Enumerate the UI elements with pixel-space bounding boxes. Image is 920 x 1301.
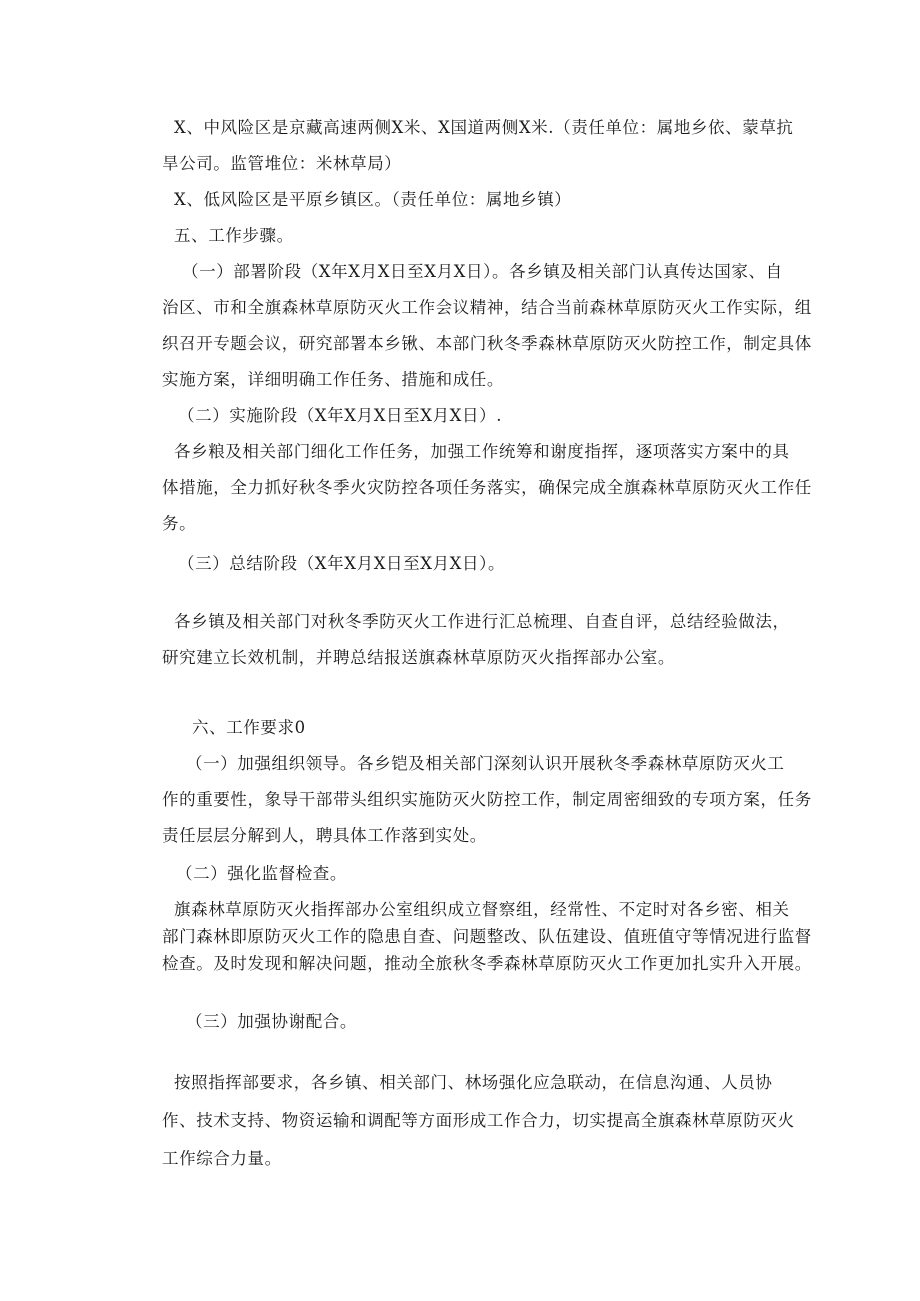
paragraph-coordination (162, 1064, 795, 1178)
paragraph-medium-risk (162, 110, 794, 182)
text-line: 旗森林草原防灭火指挥部办公室组织成立督察组，经常性、不定时对各乡密、相关 (174, 900, 790, 919)
paragraph-implementation-stage-heading (178, 398, 798, 434)
text-line: （一）加强组织领导。各乡铠及相关部门深刻认识开展秋冬季森林草原防灭火工 (186, 754, 785, 773)
section-heading-work-requirements (192, 710, 812, 746)
text-line: X、低风险区是平原乡镇区。（责任单位：属地乡镇） (174, 190, 572, 209)
section-heading-work-steps (174, 218, 794, 254)
section-heading: 六、工作要求0 (192, 718, 306, 737)
text-line: 各乡粮及相关部门细化工作任务，加强工作统筹和谢度指挥，逐项落实方案中的具 (174, 442, 790, 461)
text-line: 旱公司。监管堆位：米林草局） (162, 154, 402, 173)
subheading: （二）实施阶段（X年X月X日至X月X日）. (178, 406, 503, 425)
paragraph-summary-stage-heading (178, 546, 798, 582)
text-line: 织召开专题会议，研究部署本乡锹、本部门秋冬季森林草原防灭火防控工作，制定具体 (162, 334, 812, 353)
paragraph-supervision-heading (176, 856, 796, 892)
section-heading: 五、工作步骤。 (174, 226, 294, 245)
text-line: X、中风险区是京藏高速两侧X米、X国道两侧X米.（责任单位：属地乡依、蒙草抗 (174, 118, 794, 137)
subheading: （二）强化监督检查。 (176, 864, 347, 883)
paragraph-summary-stage (162, 604, 790, 676)
text-line: 治区、市和全旗森林草原防灭火工作会议精神，结合当前森林草原防灭火工作实际，组 (162, 298, 812, 317)
subheading: （三）加强协谢配合。 (186, 1012, 357, 1031)
text-line: 研究建立长效机制，并聘总结报送旗森林草原防灭火指挥部办公室。 (162, 648, 675, 667)
text-line: 务。 (162, 514, 197, 533)
text-line: 部门森林即原防灭火工作的隐患自查、问题整改、队伍建设、值班值守等情况进行监督 (162, 927, 812, 946)
text-line: 工作综合力量。 (162, 1149, 282, 1168)
paragraph-implementation-stage (162, 434, 812, 542)
paragraph-organization-leadership (162, 746, 812, 854)
text-line: 作的重要性，象导干部带头组织实施防灭火防控工作，制定周密细致的专项方案，任务 (162, 790, 812, 809)
text-line: （一）部署阶段（X年X月X日至X月X日）。各乡镇及相关部门认真传达国家、自 (182, 262, 783, 281)
text-line: 检查。及时发现和解决问题，推动全旅秋冬季森林草原防灭火工作更加扎实升入开展。 (162, 954, 812, 973)
paragraph-deployment-stage (162, 254, 812, 398)
paragraph-coordination-heading (186, 1004, 806, 1040)
text-line: 实施方案，详细明确工作任务、措施和成任。 (162, 370, 504, 389)
text-line: 体措施，全力抓好秋冬季火灾防控各项任务落实，确保完成全旗森林草原防灭火工作任 (162, 478, 812, 497)
text-line: 各乡镇及相关部门对秋冬季防灭火工作进行汇总梳理、自查自评，总结经验做法， (174, 612, 790, 631)
text-line: 作、技术支持、物资运输和调配等方面形成工作合力，切实提高全旗森林草原防灭火 (162, 1111, 795, 1130)
paragraph-supervision (162, 896, 812, 977)
text-line: 责任层层分解到人，聘具体工作落到实处。 (162, 826, 487, 845)
subheading: （三）总结阶段（X年X月X日至X月X日）。 (178, 554, 506, 573)
paragraph-low-risk (174, 182, 794, 218)
text-line: 按照指挥部要求，各乡镇、相关部门、林场强化应急联动，在信息沟通、人员协 (174, 1073, 773, 1092)
